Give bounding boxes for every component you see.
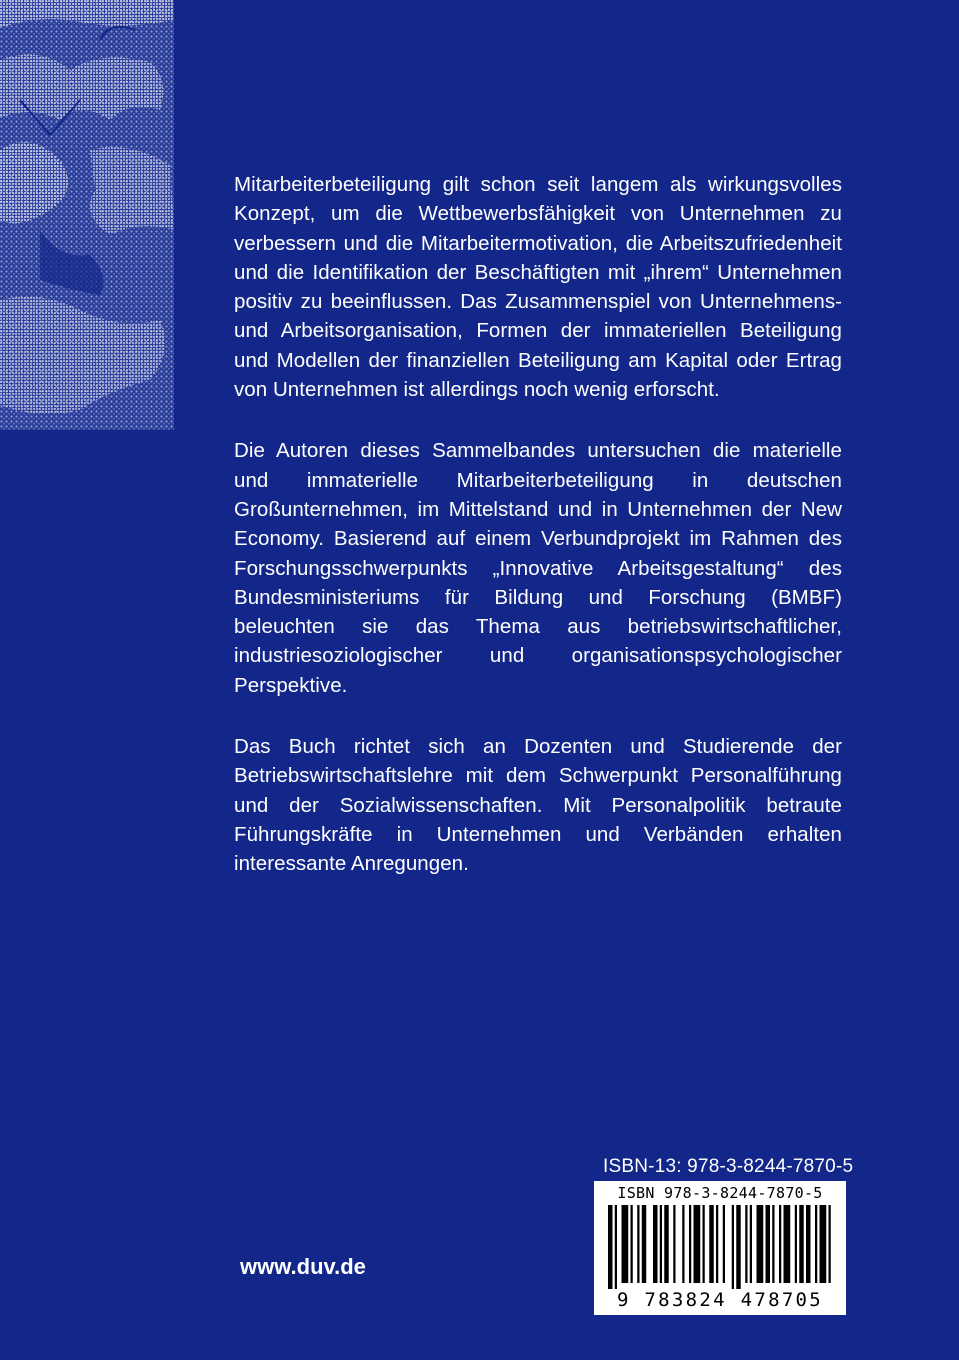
barcode-bar	[779, 1205, 781, 1283]
barcode-bar	[703, 1205, 705, 1283]
barcode-bar	[664, 1205, 669, 1283]
barcode-bar	[732, 1205, 734, 1289]
barcode-bar	[766, 1205, 771, 1283]
barcode-bar	[673, 1205, 675, 1283]
barcode-isbn-text: ISBN 978-3-8244-7870-5	[617, 1184, 823, 1202]
barcode-bar	[806, 1205, 811, 1283]
barcode-bar	[637, 1205, 639, 1283]
barcode-bar	[709, 1205, 714, 1283]
isbn-label: ISBN-13: 978-3-8244-7870-5	[603, 1156, 854, 1177]
barcode-bar	[660, 1205, 662, 1283]
barcode-bar	[820, 1205, 827, 1283]
publisher-website: www.duv.de	[240, 1254, 366, 1279]
barcode-bar	[716, 1205, 718, 1283]
barcode-bar	[772, 1205, 774, 1283]
barcode-bar	[757, 1205, 764, 1283]
barcode-bar	[642, 1205, 647, 1283]
cover-art-image	[0, 0, 174, 430]
barcode-bar	[631, 1205, 633, 1283]
barcode	[594, 1181, 846, 1315]
barcode-bar	[829, 1205, 831, 1283]
blurb-paragraph: Die Autoren dieses Sammelbandes untersuchen die materielle und immaterielle Mitarbeiterbeteiligung in deutschen Großunternehmen, im Mittelstand und in Unternehmen der New Economy. Basierend auf einem Verbundprojekt im Rahmen des Forschungsschwerpunkts „Innovative Arbeitsgestaltung“ des Bundesministeriums für Bildung und Forschung (BMBF) beleuchten sie das Thema aus betriebswirtschaftlicher, industriesoziologischer und organisationspsychologischer Perspektive.	[234, 439, 842, 697]
barcode-bar	[689, 1205, 691, 1283]
barcode-bar	[682, 1205, 684, 1283]
barcode-bar	[608, 1205, 613, 1289]
barcode-bar	[795, 1205, 797, 1283]
barcode-bar	[723, 1205, 725, 1283]
blurb-paragraph: Das Buch richtet sich an Dozenten und Studierende der Betriebswirtschaftslehre mit dem Schwerpunkt Personalführung und der Sozialwissenschaften. Mit Personalpolitik betraute Führungskräfte in Unternehmen und Verbänden erhalten interessante Anregungen.	[234, 735, 842, 876]
barcode-bars	[602, 1205, 838, 1289]
barcode-bar	[736, 1205, 741, 1289]
globe-map-icon	[0, 0, 174, 430]
barcode-digits: 9 783824 478705	[616, 1289, 824, 1311]
barcode-bar	[615, 1205, 617, 1289]
barcode-bar	[784, 1205, 791, 1283]
barcode-bar	[653, 1205, 658, 1283]
back-cover-blurb	[234, 170, 842, 911]
barcode-bar	[622, 1205, 629, 1283]
barcode-bar	[750, 1205, 752, 1283]
barcode-bar	[799, 1205, 804, 1283]
barcode-bar	[745, 1205, 747, 1283]
barcode-bar	[694, 1205, 701, 1283]
blurb-paragraph: Mitarbeiterbeteiligung gilt schon seit langem als wirkungsvolles Konzept, um die Wettbewerbsfähigkeit von Unternehmen zu verbessern und die Mitarbeitermotivation, die Arbeitszufriedenheit und die Identifikation der Beschäftigten mit „ihrem“ Unternehmen positiv zu beeinflussen. Das Zusammenspiel von Unternehmens- und Arbeitsorganisation, Formen der immateriellen Beteiligung und Modellen der finanziellen Beteiligung am Kapital oder Ertrag von Unternehmen ist allerdings noch wenig erforscht.	[234, 173, 842, 402]
barcode-bar	[815, 1205, 817, 1283]
